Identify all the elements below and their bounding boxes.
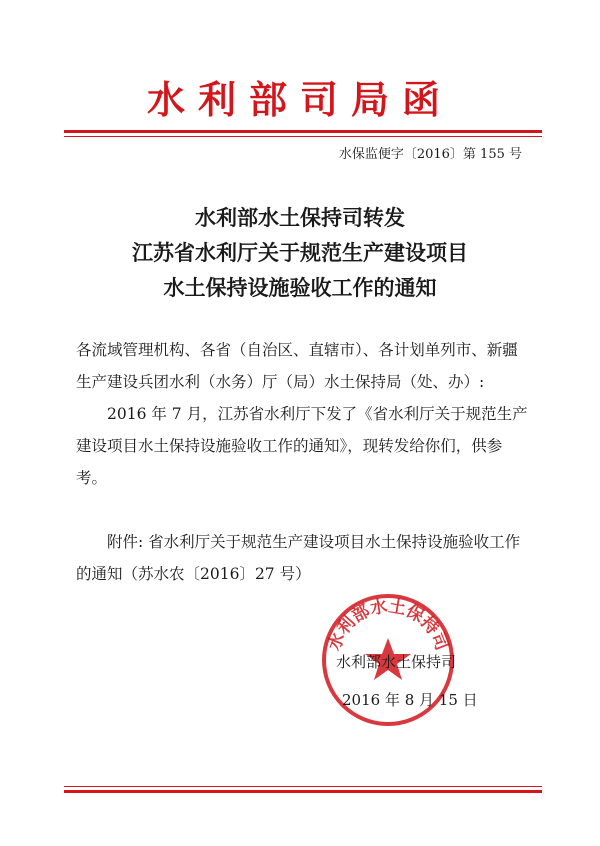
addressee [76, 334, 528, 398]
letterhead-title: 水利部司局函 [146, 77, 453, 122]
document-number: 水保监便字〔2016〕第 155 号 [338, 147, 522, 162]
title-line-3: 水土保持设施验收工作的通知 [163, 275, 437, 300]
attachment-text: 附件: 省水利厅关于规范生产建设项目水土保持设施验收工作的通知（苏水农〔2016〕27 号） [76, 533, 521, 583]
title-line-2: 江苏省水利厅关于规范生产建设项目 [132, 240, 468, 265]
addressee-text: 各流域管理机构、各省（自治区、直辖市）、各计划单列市、新疆生产建设兵团水利（水务）厅（局）水土保持局（处、办）: [76, 341, 518, 391]
letterhead-rule-thin [64, 136, 542, 137]
seal-text: 水利部水土保持司 [324, 596, 452, 654]
paragraph-text: 2016 年 7 月，江苏省水利厅下发了《省水利厅关于规范生产建设项目水土保持设施验收工作的通知》，现转发给你们，供参考。 [76, 405, 528, 487]
signature-date: 2016 年 8 月 15 日 [342, 691, 478, 709]
title-line-1: 水利部水土保持司转发 [195, 205, 405, 230]
body-paragraph [76, 398, 528, 494]
footer-rule-thick [64, 790, 542, 793]
footer-rule-thin [64, 786, 542, 787]
attachment-note [76, 526, 528, 590]
signature-org: 水利部水土保持司 [336, 653, 457, 671]
letterhead-rule-thick [64, 130, 542, 133]
document-title [0, 200, 600, 305]
